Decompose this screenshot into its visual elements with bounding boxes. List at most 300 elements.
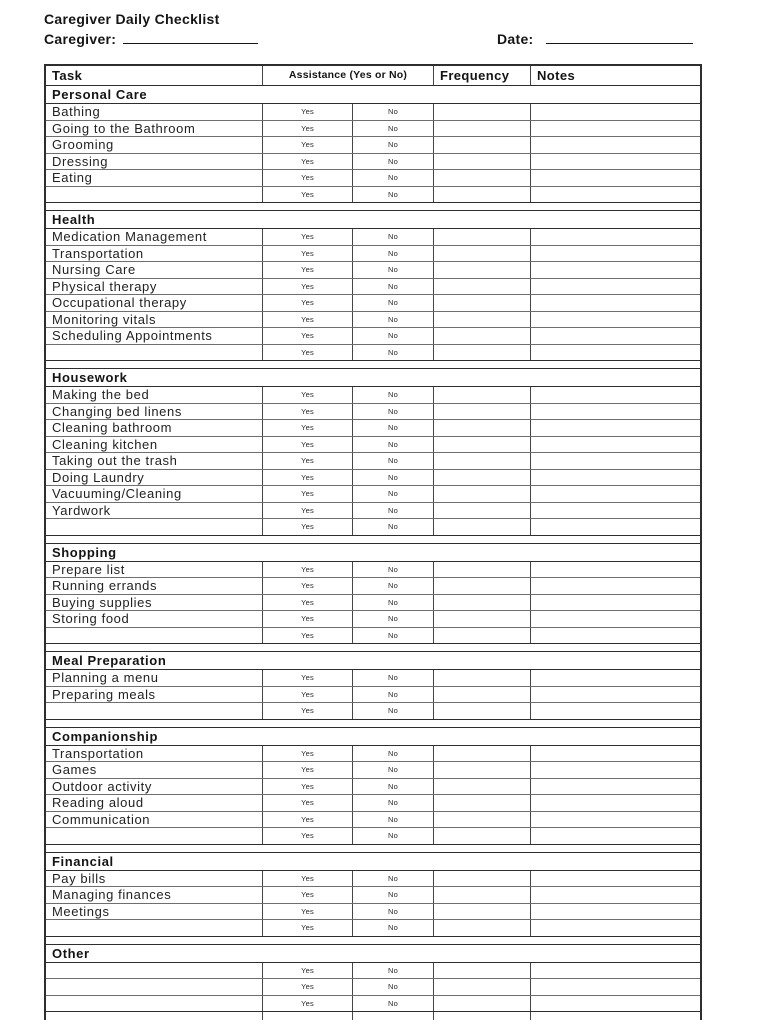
yes-cell[interactable]: Yes	[262, 963, 352, 979]
task-row	[46, 670, 700, 687]
section-header-row	[46, 544, 700, 562]
frequency-cell[interactable]	[433, 453, 530, 469]
yes-cell[interactable]: Yes	[262, 453, 352, 469]
empty-task-cell	[46, 963, 262, 979]
notes-cell[interactable]	[530, 762, 700, 778]
empty-task-row	[46, 703, 700, 720]
task-label: Physical therapy	[52, 278, 157, 294]
no-cell[interactable]: No	[352, 828, 433, 844]
notes-cell[interactable]	[530, 519, 700, 535]
task-label: Yardwork	[52, 502, 111, 518]
yes-cell[interactable]: Yes	[262, 420, 352, 436]
notes-cell[interactable]	[530, 312, 700, 328]
task-row	[46, 137, 700, 154]
notes-cell[interactable]	[530, 262, 700, 278]
frequency-cell[interactable]	[433, 170, 530, 186]
task-row	[46, 611, 700, 628]
task-row	[46, 279, 700, 296]
section-header-label: Personal Care	[52, 87, 148, 102]
task-label: Eating	[52, 170, 93, 185]
section-spacer	[46, 203, 700, 211]
no-cell[interactable]: No	[352, 904, 433, 920]
frequency-cell[interactable]	[433, 387, 530, 403]
no-cell[interactable]: No	[352, 578, 433, 594]
no-cell[interactable]: No	[352, 920, 433, 936]
frequency-cell[interactable]	[433, 154, 530, 170]
notes-cell[interactable]	[530, 295, 700, 311]
empty-task-cell	[46, 628, 262, 644]
column-header-notes: Notes	[530, 66, 700, 85]
task-label: Cleaning kitchen	[52, 436, 158, 452]
frequency-cell[interactable]	[433, 812, 530, 828]
task-label: Bathing	[52, 104, 101, 119]
section-header-label: Companionship	[52, 728, 159, 744]
no-cell[interactable]: No	[352, 187, 433, 203]
section-header-row	[46, 728, 700, 746]
notes-cell[interactable]	[530, 687, 700, 703]
yes-cell[interactable]: Yes	[262, 628, 352, 644]
empty-task-cell	[46, 920, 262, 936]
task-label: Transportation	[52, 745, 144, 761]
no-cell[interactable]: No	[352, 611, 433, 627]
empty-task-cell	[46, 187, 262, 203]
frequency-cell[interactable]	[433, 420, 530, 436]
notes-cell[interactable]	[530, 611, 700, 627]
frequency-cell[interactable]	[433, 486, 530, 502]
no-cell[interactable]: No	[352, 229, 433, 245]
task-label: Buying supplies	[52, 594, 153, 610]
frequency-cell[interactable]	[433, 279, 530, 295]
empty-task-row	[46, 920, 700, 937]
yes-cell[interactable]: Yes	[262, 920, 352, 936]
no-cell[interactable]: No	[352, 996, 433, 1012]
task-label: Meetings	[52, 903, 110, 919]
notes-cell[interactable]	[530, 920, 700, 936]
yes-cell[interactable]: Yes	[262, 170, 352, 186]
date-label: Date:	[497, 31, 534, 47]
section-header-row	[46, 369, 700, 387]
task-row	[46, 246, 700, 263]
section-spacer	[46, 361, 700, 369]
no-cell[interactable]: No	[352, 420, 433, 436]
frequency-cell[interactable]	[433, 295, 530, 311]
no-cell[interactable]: No	[352, 470, 433, 486]
frequency-cell[interactable]	[433, 187, 530, 203]
task-row	[46, 420, 700, 437]
frequency-cell[interactable]	[433, 121, 530, 137]
no-cell[interactable]: No	[352, 762, 433, 778]
stub-cell	[530, 1012, 700, 1020]
notes-cell[interactable]	[530, 453, 700, 469]
notes-cell[interactable]	[530, 486, 700, 502]
section-header-label: Meal Preparation	[52, 653, 167, 668]
yes-cell[interactable]: Yes	[262, 670, 352, 686]
no-cell[interactable]: No	[352, 279, 433, 295]
task-row	[46, 312, 700, 329]
no-cell[interactable]: No	[352, 562, 433, 578]
yes-cell[interactable]: Yes	[262, 262, 352, 278]
task-label: Preparing meals	[52, 686, 156, 702]
task-label: Medication Management	[52, 229, 207, 244]
notes-cell[interactable]	[530, 470, 700, 486]
empty-task-row	[46, 828, 700, 845]
frequency-cell[interactable]	[433, 312, 530, 328]
no-cell[interactable]: No	[352, 595, 433, 611]
yes-cell[interactable]: Yes	[262, 562, 352, 578]
section-header-label: Health	[52, 212, 96, 227]
frequency-cell[interactable]	[433, 779, 530, 795]
task-label: Planning a menu	[52, 670, 159, 685]
notes-cell[interactable]	[530, 328, 700, 344]
yes-cell[interactable]: Yes	[262, 154, 352, 170]
empty-task-cell	[46, 345, 262, 361]
yes-cell[interactable]: Yes	[262, 828, 352, 844]
task-label: Running errands	[52, 578, 158, 593]
stub-cell	[46, 1012, 262, 1020]
yes-cell[interactable]: Yes	[262, 279, 352, 295]
notes-cell[interactable]	[530, 279, 700, 295]
yes-cell[interactable]: Yes	[262, 703, 352, 719]
notes-cell[interactable]	[530, 904, 700, 920]
no-cell[interactable]: No	[352, 387, 433, 403]
task-label: Dressing	[52, 153, 109, 169]
task-row	[46, 387, 700, 404]
frequency-cell[interactable]	[433, 470, 530, 486]
task-row	[46, 104, 700, 121]
yes-cell[interactable]: Yes	[262, 812, 352, 828]
section-header-row	[46, 853, 700, 871]
frequency-cell[interactable]	[433, 996, 530, 1012]
notes-cell[interactable]	[530, 996, 700, 1012]
no-cell[interactable]: No	[352, 963, 433, 979]
stub-cell	[352, 1012, 433, 1020]
frequency-cell[interactable]	[433, 687, 530, 703]
empty-task-cell	[46, 979, 262, 995]
task-row	[46, 578, 700, 595]
notes-cell[interactable]	[530, 670, 700, 686]
no-cell[interactable]: No	[352, 779, 433, 795]
task-label: Occupational therapy	[52, 295, 187, 310]
task-row	[46, 595, 700, 612]
no-cell[interactable]: No	[352, 703, 433, 719]
frequency-cell[interactable]	[433, 578, 530, 594]
notes-cell[interactable]	[530, 187, 700, 203]
date-field	[497, 30, 693, 47]
task-row	[46, 262, 700, 279]
no-cell[interactable]: No	[352, 154, 433, 170]
notes-cell[interactable]	[530, 229, 700, 245]
notes-cell[interactable]	[530, 578, 700, 594]
task-label: Making the bed	[52, 387, 150, 402]
yes-cell[interactable]: Yes	[262, 779, 352, 795]
section-header-label: Housework	[52, 370, 128, 385]
task-row	[46, 295, 700, 312]
notes-cell[interactable]	[530, 871, 700, 887]
yes-cell[interactable]: Yes	[262, 345, 352, 361]
yes-cell[interactable]: Yes	[262, 104, 352, 120]
notes-cell[interactable]	[530, 345, 700, 361]
task-row	[46, 437, 700, 454]
column-header-frequency: Frequency	[433, 66, 530, 85]
section-spacer	[46, 720, 700, 728]
empty-task-row	[46, 345, 700, 362]
section-header-row	[46, 652, 700, 670]
no-cell[interactable]: No	[352, 670, 433, 686]
task-label: Scheduling Appointments	[52, 328, 213, 343]
yes-cell[interactable]: Yes	[262, 595, 352, 611]
no-cell[interactable]: No	[352, 262, 433, 278]
task-label: Pay bills	[52, 870, 106, 886]
notes-cell[interactable]	[530, 979, 700, 995]
task-row	[46, 453, 700, 470]
frequency-cell[interactable]	[433, 628, 530, 644]
no-cell[interactable]: No	[352, 246, 433, 262]
frequency-cell[interactable]	[433, 703, 530, 719]
yes-cell[interactable]: Yes	[262, 887, 352, 903]
notes-cell[interactable]	[530, 795, 700, 811]
no-cell[interactable]: No	[352, 503, 433, 519]
frequency-cell[interactable]	[433, 246, 530, 262]
yes-cell[interactable]: Yes	[262, 762, 352, 778]
no-cell[interactable]: No	[352, 887, 433, 903]
yes-cell[interactable]: Yes	[262, 404, 352, 420]
yes-cell[interactable]: Yes	[262, 295, 352, 311]
notes-cell[interactable]	[530, 812, 700, 828]
no-cell[interactable]: No	[352, 345, 433, 361]
task-row	[46, 887, 700, 904]
yes-cell[interactable]: Yes	[262, 503, 352, 519]
date-blank-line[interactable]	[546, 30, 693, 44]
yes-cell[interactable]: Yes	[262, 486, 352, 502]
frequency-cell[interactable]	[433, 519, 530, 535]
task-label: Vacuuming/Cleaning	[52, 486, 182, 501]
frequency-cell[interactable]	[433, 137, 530, 153]
notes-cell[interactable]	[530, 779, 700, 795]
section-header-row	[46, 86, 700, 104]
task-row	[46, 779, 700, 796]
stub-cell	[262, 1012, 352, 1020]
no-cell[interactable]: No	[352, 104, 433, 120]
section-spacer	[46, 845, 700, 853]
stub-cell	[433, 1012, 530, 1020]
notes-cell[interactable]	[530, 628, 700, 644]
notes-cell[interactable]	[530, 137, 700, 153]
section-header-row	[46, 945, 700, 963]
task-label: Prepare list	[52, 561, 125, 577]
no-cell[interactable]: No	[352, 453, 433, 469]
notes-cell[interactable]	[530, 828, 700, 844]
frequency-cell[interactable]	[433, 437, 530, 453]
yes-cell[interactable]: Yes	[262, 246, 352, 262]
yes-cell[interactable]: Yes	[262, 746, 352, 762]
no-cell[interactable]: No	[352, 979, 433, 995]
task-label: Cleaning bathroom	[52, 420, 173, 435]
task-row	[46, 871, 700, 888]
frequency-cell[interactable]	[433, 229, 530, 245]
notes-cell[interactable]	[530, 562, 700, 578]
task-label: Monitoring vitals	[52, 311, 157, 327]
task-row	[46, 470, 700, 487]
empty-task-cell	[46, 703, 262, 719]
no-cell[interactable]: No	[352, 295, 433, 311]
empty-task-row	[46, 963, 700, 980]
empty-task-cell	[46, 996, 262, 1012]
no-cell[interactable]: No	[352, 437, 433, 453]
task-label: Transportation	[52, 245, 144, 261]
page-title: Caregiver Daily Checklist	[44, 11, 220, 27]
task-row	[46, 404, 700, 421]
notes-cell[interactable]	[530, 170, 700, 186]
frequency-cell[interactable]	[433, 963, 530, 979]
yes-cell[interactable]: Yes	[262, 229, 352, 245]
notes-cell[interactable]	[530, 437, 700, 453]
no-cell[interactable]: No	[352, 687, 433, 703]
section-spacer	[46, 644, 700, 652]
column-header-task: Task	[52, 68, 83, 83]
notes-cell[interactable]	[530, 246, 700, 262]
caregiver-label: Caregiver:	[44, 31, 117, 47]
task-row	[46, 486, 700, 503]
yes-cell[interactable]: Yes	[262, 387, 352, 403]
notes-cell[interactable]	[530, 121, 700, 137]
task-label: Changing bed linens	[52, 403, 182, 419]
task-label: Outdoor activity	[52, 778, 152, 794]
yes-cell[interactable]: Yes	[262, 519, 352, 535]
checklist-table	[44, 64, 702, 1020]
frequency-cell[interactable]	[433, 503, 530, 519]
frequency-cell[interactable]	[433, 595, 530, 611]
yes-cell[interactable]: Yes	[262, 437, 352, 453]
frequency-cell[interactable]	[433, 979, 530, 995]
notes-cell[interactable]	[530, 503, 700, 519]
notes-cell[interactable]	[530, 963, 700, 979]
no-cell[interactable]: No	[352, 746, 433, 762]
section-header-row	[46, 211, 700, 229]
no-cell[interactable]: No	[352, 519, 433, 535]
section-spacer	[46, 937, 700, 945]
empty-task-cell	[46, 828, 262, 844]
frequency-cell[interactable]	[433, 345, 530, 361]
table-header-row	[46, 66, 700, 86]
frequency-cell[interactable]	[433, 328, 530, 344]
frequency-cell[interactable]	[433, 562, 530, 578]
task-row	[46, 812, 700, 829]
no-cell[interactable]: No	[352, 170, 433, 186]
yes-cell[interactable]: Yes	[262, 904, 352, 920]
notes-cell[interactable]	[530, 404, 700, 420]
task-row	[46, 503, 700, 520]
task-label: Nursing Care	[52, 262, 136, 277]
no-cell[interactable]: No	[352, 404, 433, 420]
task-row	[46, 229, 700, 246]
empty-task-row	[46, 628, 700, 645]
section-header-label: Financial	[52, 853, 114, 869]
frequency-cell[interactable]	[433, 904, 530, 920]
task-row	[46, 328, 700, 345]
task-label: Reading aloud	[52, 795, 144, 810]
yes-cell[interactable]: Yes	[262, 996, 352, 1012]
frequency-cell[interactable]	[433, 746, 530, 762]
yes-cell[interactable]: Yes	[262, 611, 352, 627]
task-label: Managing finances	[52, 887, 172, 902]
section-spacer	[46, 536, 700, 544]
frequency-cell[interactable]	[433, 104, 530, 120]
no-cell[interactable]: No	[352, 628, 433, 644]
frequency-cell[interactable]	[433, 262, 530, 278]
task-row	[46, 746, 700, 763]
yes-cell[interactable]: Yes	[262, 470, 352, 486]
yes-cell[interactable]: Yes	[262, 795, 352, 811]
frequency-cell[interactable]	[433, 762, 530, 778]
yes-cell[interactable]: Yes	[262, 312, 352, 328]
empty-task-cell	[46, 519, 262, 535]
empty-task-row	[46, 979, 700, 996]
notes-cell[interactable]	[530, 154, 700, 170]
yes-cell[interactable]: Yes	[262, 187, 352, 203]
frequency-cell[interactable]	[433, 871, 530, 887]
task-row	[46, 762, 700, 779]
section-header-label: Shopping	[52, 544, 117, 560]
frequency-cell[interactable]	[433, 887, 530, 903]
caregiver-blank-line[interactable]	[123, 30, 258, 44]
empty-task-row	[46, 519, 700, 536]
yes-cell[interactable]: Yes	[262, 979, 352, 995]
no-cell[interactable]: No	[352, 328, 433, 344]
frequency-cell[interactable]	[433, 828, 530, 844]
task-row	[46, 795, 700, 812]
task-row	[46, 154, 700, 171]
notes-cell[interactable]	[530, 887, 700, 903]
no-cell[interactable]: No	[352, 795, 433, 811]
notes-cell[interactable]	[530, 420, 700, 436]
yes-cell[interactable]: Yes	[262, 137, 352, 153]
no-cell[interactable]: No	[352, 812, 433, 828]
task-label: Storing food	[52, 611, 130, 626]
notes-cell[interactable]	[530, 595, 700, 611]
notes-cell[interactable]	[530, 746, 700, 762]
notes-cell[interactable]	[530, 104, 700, 120]
no-cell[interactable]: No	[352, 137, 433, 153]
frequency-cell[interactable]	[433, 795, 530, 811]
yes-cell[interactable]: Yes	[262, 687, 352, 703]
table-body	[46, 86, 700, 1020]
no-cell[interactable]: No	[352, 121, 433, 137]
task-row	[46, 170, 700, 187]
notes-cell[interactable]	[530, 703, 700, 719]
frequency-cell[interactable]	[433, 611, 530, 627]
yes-cell[interactable]: Yes	[262, 121, 352, 137]
notes-cell[interactable]	[530, 387, 700, 403]
task-row	[46, 904, 700, 921]
task-label: Taking out the trash	[52, 453, 178, 468]
frequency-cell[interactable]	[433, 404, 530, 420]
no-cell[interactable]: No	[352, 486, 433, 502]
caregiver-field	[44, 30, 258, 47]
frequency-cell[interactable]	[433, 670, 530, 686]
no-cell[interactable]: No	[352, 312, 433, 328]
yes-cell[interactable]: Yes	[262, 871, 352, 887]
yes-cell[interactable]: Yes	[262, 328, 352, 344]
task-label: Games	[52, 762, 97, 777]
column-header-assistance: Assistance (Yes or No)	[262, 66, 433, 85]
task-label: Grooming	[52, 137, 114, 152]
yes-cell[interactable]: Yes	[262, 578, 352, 594]
no-cell[interactable]: No	[352, 871, 433, 887]
frequency-cell[interactable]	[433, 920, 530, 936]
empty-task-row	[46, 187, 700, 204]
task-label: Communication	[52, 811, 151, 827]
task-row	[46, 562, 700, 579]
